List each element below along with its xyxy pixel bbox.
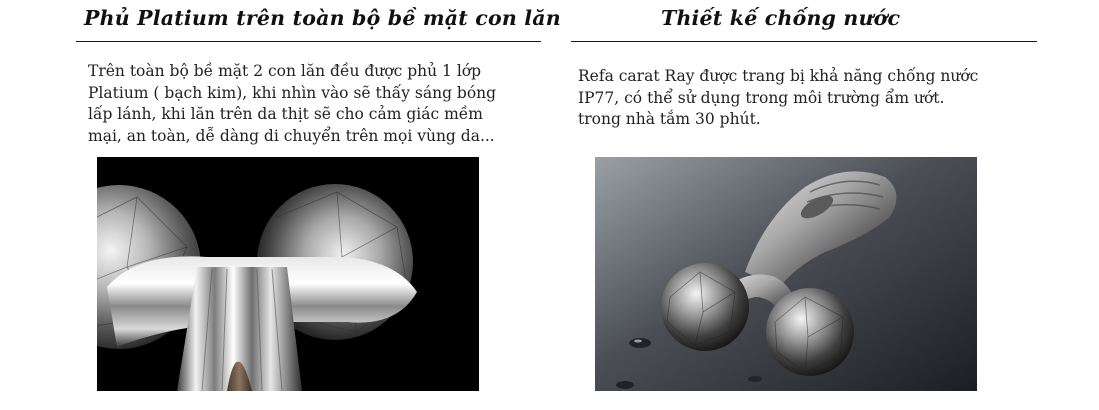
heading-divider: [76, 41, 541, 42]
description-line: Trên toàn bộ bề mặt 2 con lăn đều được phủ 1 lớp: [88, 62, 482, 80]
description-line: mại, an toàn, dễ dàng di chuyển trên mọi vùng da...: [88, 126, 495, 145]
description-line: Refa carat Ray được trang bị khả năng chống nước: [578, 67, 979, 85]
description-line: trong nhà tắm 30 phút.: [578, 110, 761, 128]
section-heading-waterproof: Thiết kế chống nước: [661, 6, 901, 30]
description-line: lấp lánh, khi lăn trên da thịt sẽ cho cảm giác mềm: [88, 105, 484, 123]
platinum-description: [88, 61, 496, 147]
platinum-roller-closeup-image: [97, 157, 479, 391]
description-line: Platium ( bạch kim), khi nhìn vào sẽ thấy sáng bóng: [88, 83, 497, 102]
description-line: IP77, có thể sử dụng trong môi trường ẩm ướt.: [578, 88, 945, 107]
waterproof-roller-image: [595, 157, 977, 391]
section-heading-platinum: Phủ Platium trên toàn bộ bề mặt con lăn: [84, 6, 561, 30]
waterproof-description: [578, 66, 978, 131]
heading-divider: [571, 41, 1037, 42]
